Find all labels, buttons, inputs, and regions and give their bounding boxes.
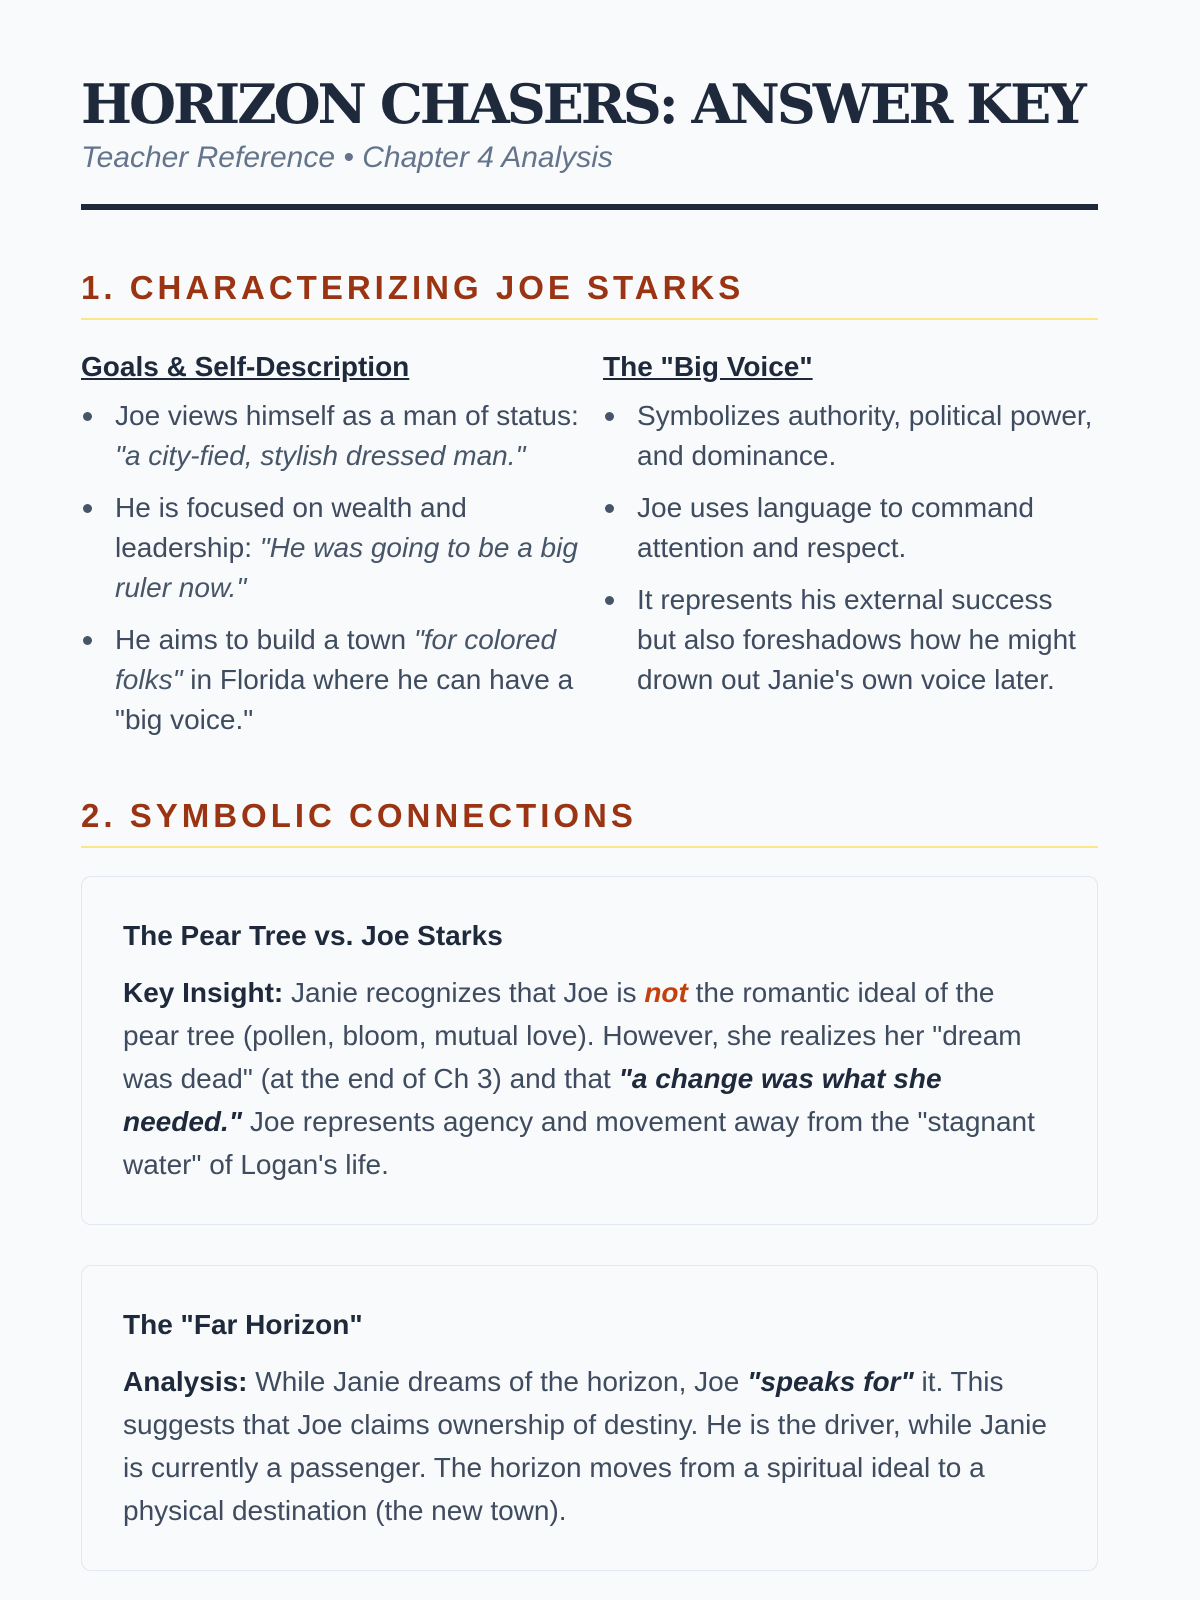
section-divider [81, 846, 1098, 848]
list-item: Joe uses language to command attention and respect. [603, 488, 1098, 568]
card-text: While Janie dreams of the horizon, Joe [247, 1366, 748, 1397]
item-quote: "for colored folks" [115, 624, 557, 695]
list-item: Symbolizes authority, political power, and dominance. [603, 396, 1098, 476]
card-lead-label: Key Insight: [123, 977, 284, 1008]
item-text: in Florida where he can have a "big voice." [115, 664, 574, 735]
item-text: He is focused on wealth and leadership: [115, 492, 467, 563]
item-text: He aims to build a town [115, 624, 414, 655]
card-text: Janie recognizes that Joe is [283, 977, 645, 1008]
list-item [81, 396, 579, 476]
big-voice-column [603, 350, 1098, 752]
card-text: the romantic ideal of the pear tree (pollen, bloom, mutual love). However, she realizes her "dream was dead" (at the end of Ch 3) and that [123, 977, 1022, 1094]
card-title: The Pear Tree vs. Joe Starks [123, 920, 503, 951]
card-title: The "Far Horizon" [123, 1309, 363, 1340]
page-title: HORIZON CHASERS: ANSWER KEY [81, 72, 1084, 136]
card-lead-label: Analysis: [123, 1366, 248, 1397]
list-item: It represents his external success but also foreshadows how he might drown out Janie's own voice later. [603, 580, 1098, 700]
item-text: Joe views himself as a man of status: [115, 400, 579, 431]
section-divider [81, 318, 1098, 320]
page-subtitle: Teacher Reference • Chapter 4 Analysis [81, 141, 613, 174]
item-quote: "a city-fied, stylish dressed man." [115, 440, 526, 471]
list-item [81, 488, 579, 608]
pear-tree-card [81, 876, 1098, 1225]
page-header [81, 0, 1098, 210]
section-symbolic-connections [81, 796, 1098, 1571]
section-heading: 2. SYMBOLIC CONNECTIONS [81, 797, 637, 834]
title-divider [81, 204, 1098, 210]
list-item [81, 620, 579, 740]
section-characterizing-joe [81, 268, 1098, 752]
card-body [123, 1360, 1057, 1532]
card-body [123, 971, 1057, 1186]
column-heading: Goals & Self-Description [81, 351, 410, 382]
big-voice-list [603, 396, 1098, 700]
goals-column [81, 350, 579, 752]
card-quote: "a change was what she needed." [123, 1063, 942, 1137]
far-horizon-card [81, 1265, 1098, 1571]
two-column-layout [81, 350, 1098, 752]
card-quote: "speaks for" [747, 1366, 914, 1397]
card-emphasis: not [644, 977, 688, 1008]
card-text: Joe represents agency and movement away from the "stagnant water" of Logan's life. [123, 1106, 1035, 1180]
section-heading: 1. CHARACTERIZING JOE STARKS [81, 269, 745, 306]
goals-list [81, 396, 579, 740]
item-quote: "He was going to be a big ruler now." [115, 532, 578, 603]
card-text: it. This suggests that Joe claims ownership of destiny. He is the driver, while Janie is currently a passenger. The horizon moves from a spiritual ideal to a physical destination (the new town). [123, 1366, 1047, 1526]
column-heading: The "Big Voice" [603, 351, 813, 382]
